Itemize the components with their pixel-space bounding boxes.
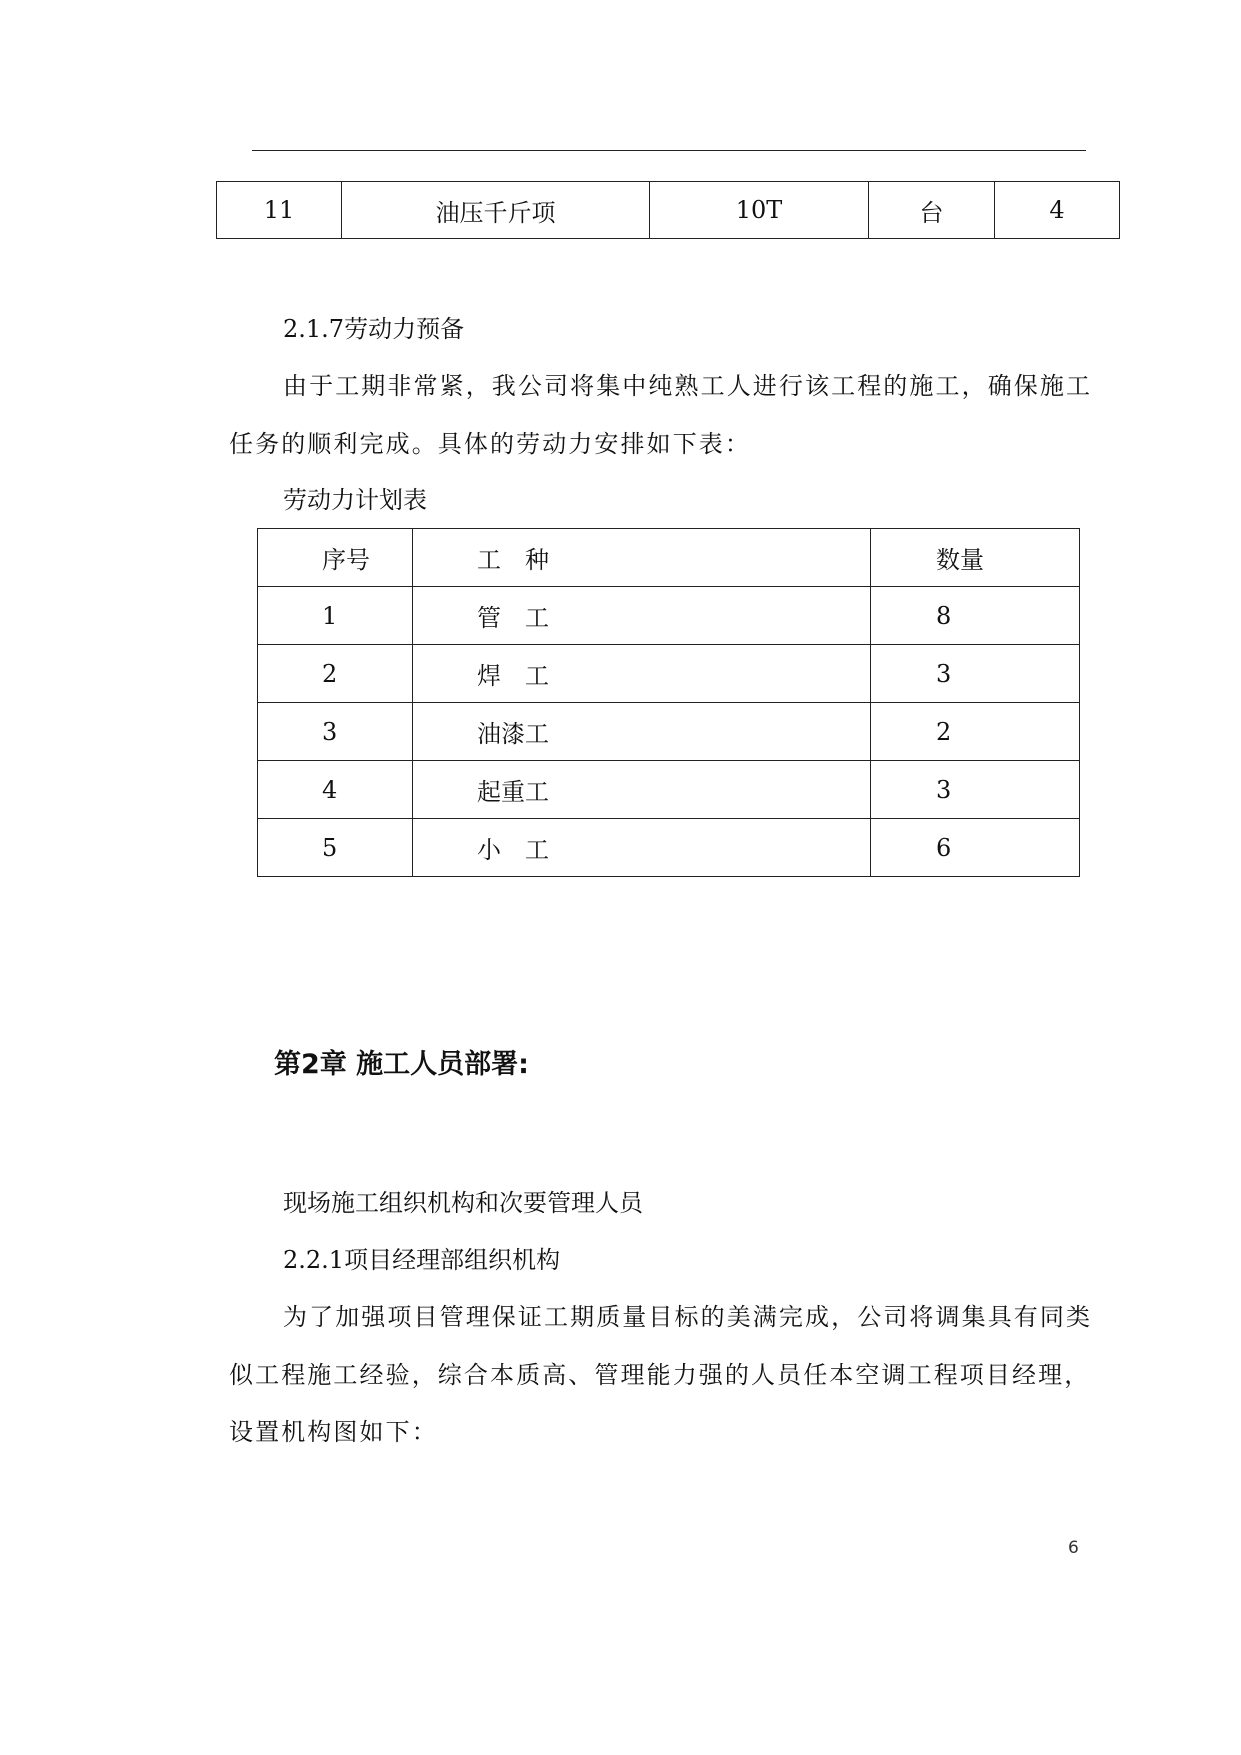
page-number: 6 (1068, 1538, 1079, 1558)
labor-plan-table (257, 528, 1080, 877)
table-row (258, 761, 1080, 819)
table-row (258, 703, 1080, 761)
row-index: 2 (258, 645, 413, 703)
row-trade: 管 工 (413, 587, 871, 645)
row-trade: 焊 工 (413, 645, 871, 703)
section-heading-2-1-7: 2.1.7劳动力预备 (283, 315, 465, 343)
row-quantity: 6 (871, 819, 1080, 877)
header-trade: 工 种 (413, 529, 871, 587)
section-paragraph-2-2-1: 为了加强项目管理保证工期质量目标的美满完成，公司将调集具有同类似工程施工经验，综合本质高、管理能力强的人员任本空调工程项目经理，设置机构图如下： (229, 1303, 1093, 1446)
row-index: 5 (258, 819, 413, 877)
header-quantity: 数量 (871, 529, 1080, 587)
row-trade: 小 工 (413, 819, 871, 877)
equipment-name: 油压千斤项 (342, 182, 650, 239)
table-row (258, 645, 1080, 703)
table-header-row (258, 529, 1080, 587)
row-index: 3 (258, 703, 413, 761)
labor-table-title: 劳动力计划表 (283, 486, 427, 514)
row-quantity: 2 (871, 703, 1080, 761)
row-quantity: 3 (871, 645, 1080, 703)
header-rule (252, 150, 1086, 151)
table-row (258, 819, 1080, 877)
row-trade: 起重工 (413, 761, 871, 819)
chapter-subtitle: 现场施工组织机构和次要管理人员 (283, 1189, 643, 1217)
row-trade: 油漆工 (413, 703, 871, 761)
table-row (258, 587, 1080, 645)
equipment-table (216, 181, 1120, 239)
row-quantity: 8 (871, 587, 1080, 645)
section-heading-2-2-1: 2.2.1项目经理部组织机构 (283, 1246, 561, 1274)
table-row (217, 182, 1120, 239)
row-quantity: 3 (871, 761, 1080, 819)
equipment-unit: 台 (869, 182, 995, 239)
header-index: 序号 (258, 529, 413, 587)
row-index: 4 (258, 761, 413, 819)
chapter-title: 第2章 施工人员部署: (274, 1049, 529, 1080)
equipment-spec: 10T (650, 182, 869, 239)
row-index: 1 (258, 587, 413, 645)
section-paragraph-2-1-7: 由于工期非常紧，我公司将集中纯熟工人进行该工程的施工，确保施工任务的顺利完成。具体的劳动力安排如下表： (229, 372, 1093, 458)
equipment-index: 11 (217, 182, 342, 239)
equipment-qty: 4 (995, 182, 1120, 239)
